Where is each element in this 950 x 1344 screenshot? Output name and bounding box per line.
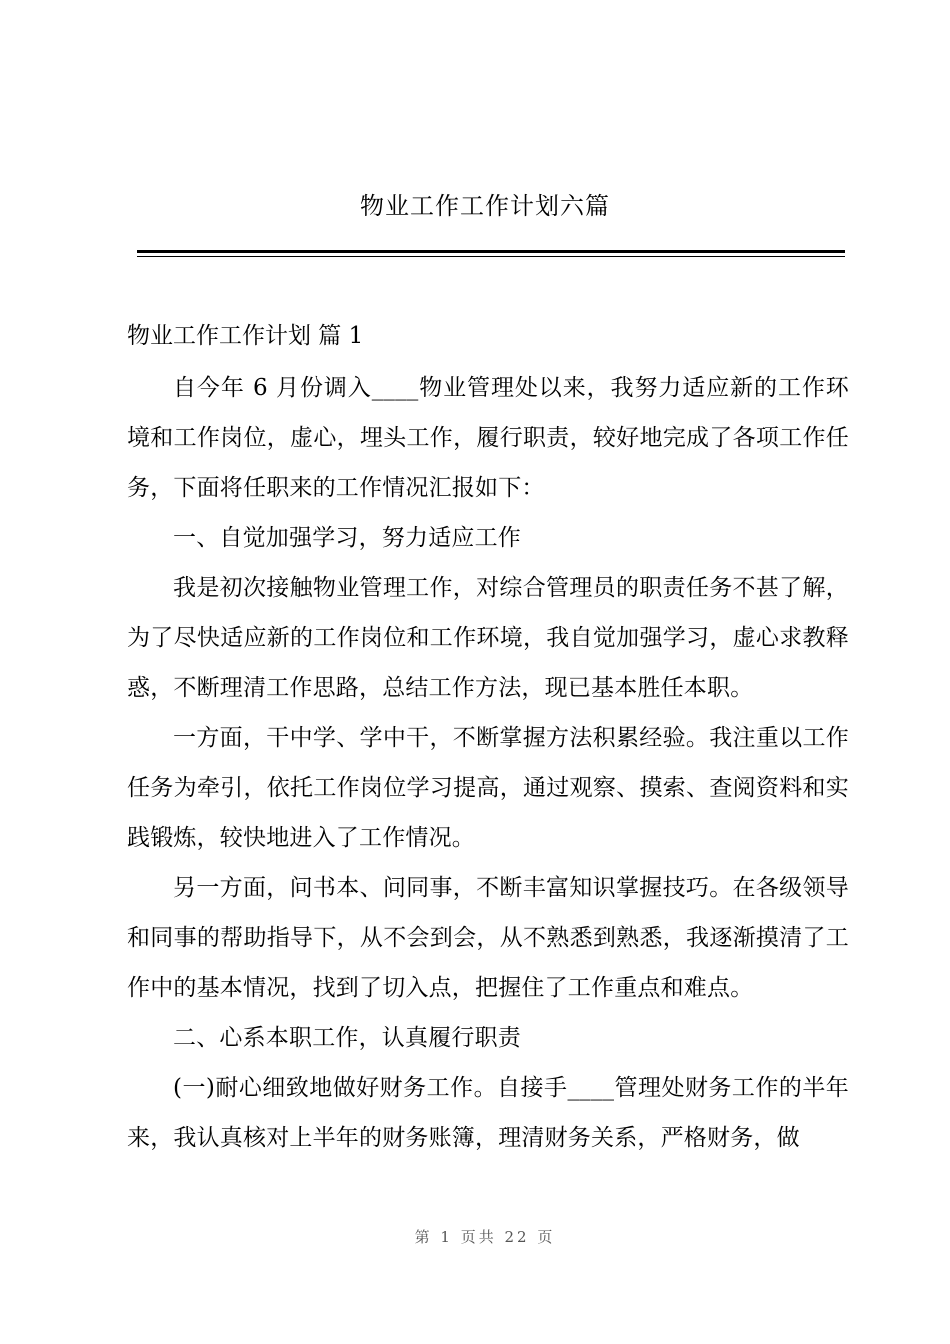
title-divider-thin xyxy=(137,256,845,257)
paragraph: 我是初次接触物业管理工作，对综合管理员的职责任务不甚了解，为了尽快适应新的工作岗位和工作环境，我自觉加强学习，虚心求教释惑，不断理清工作思路，总结工作方法，现已基本胜任本职。 xyxy=(127,575,849,701)
page-number: 第 1 页共 22 页 xyxy=(414,1228,556,1246)
section-heading: 物业工作工作计划 篇 1 xyxy=(127,323,364,349)
paragraph: (一)耐心细致地做好财务工作。自接手____管理处财务工作的半年来，我认真核对上半年的财务账簿，理清财务关系，严格财务，做 xyxy=(127,1075,849,1151)
subheading: 二、心系本职工作，认真履行职责 xyxy=(173,1025,521,1051)
subheading: 一、自觉加强学习，努力适应工作 xyxy=(173,525,521,551)
body-text xyxy=(127,363,849,1163)
paragraph: 一方面，干中学、学中干，不断掌握方法积累经验。我注重以工作任务为牵引，依托工作岗位学习提高，通过观察、摸索、查阅资料和实践锻炼，较快地进入了工作情况。 xyxy=(127,725,849,851)
paragraph: 自今年 6 月份调入____物业管理处以来，我努力适应新的工作环境和工作岗位，虚心，埋头工作，履行职责，较好地完成了各项工作任务，下面将任职来的工作情况汇报如下： xyxy=(127,375,849,501)
document-title: 物业工作工作计划六篇 xyxy=(360,192,610,220)
paragraph: 另一方面，问书本、问同事，不断丰富知识掌握技巧。在各级领导和同事的帮助指导下，从不会到会，从不熟悉到熟悉，我逐渐摸清了工作中的基本情况，找到了切入点，把握住了工作重点和难点。 xyxy=(127,875,849,1001)
title-divider-thick xyxy=(137,250,845,253)
